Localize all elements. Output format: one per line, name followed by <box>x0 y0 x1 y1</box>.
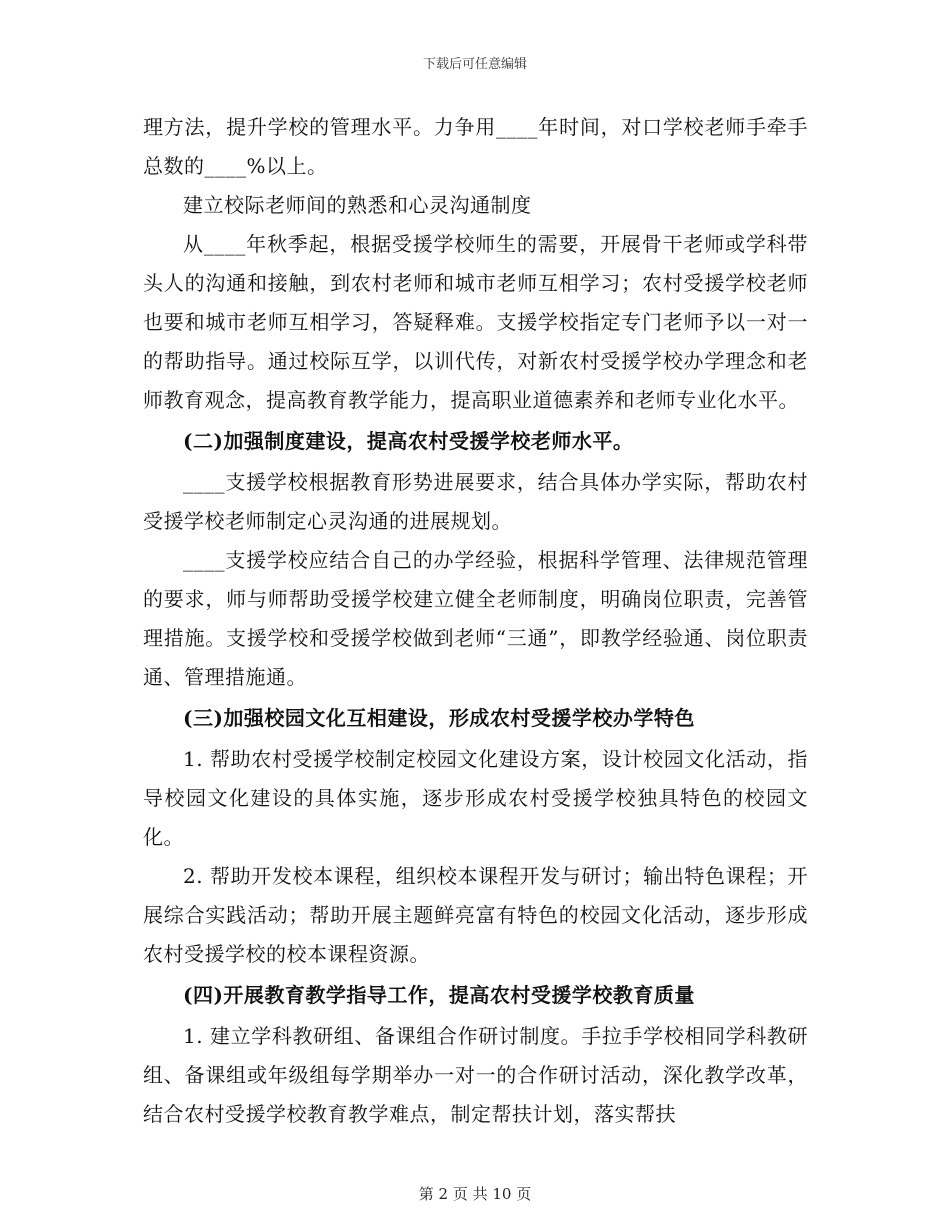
section-heading: (二)加强制度建设，提高农村受援学校老师水平。 <box>183 429 634 453</box>
page-footer: 第 2 页 共 10 页 <box>418 1185 532 1203</box>
section-heading: (四)开展教育教学指导工作，提高农村受援学校教育质量 <box>183 983 695 1007</box>
paragraph: 建立校际老师间的熟悉和心灵沟通制度 <box>183 193 532 217</box>
paragraph: ____支援学校根据教育形势进展要求，结合具体办学实际，帮助农村受援学校老师制定心灵沟通的进展规划。 <box>143 470 808 533</box>
page-header: 下载后可任意编辑 <box>422 57 527 72</box>
section-heading: (三)加强校园文化互相建设，形成农村受援学校办学特色 <box>183 706 695 730</box>
paragraph: 从____年秋季起，根据受援学校师生的需要，开展骨干老师或学科带头人的沟通和接触，到农村老师和城市老师互相学习；农村受援学校老师也要和城市老师互相学习，答疑释难。支援学校指定专门老师予以一对一的帮助指导。通过校际互学，以训代传，对新农村受援学校办学理念和老师教育观念，提高教育教学能力，提高职业道德素养和老师专业化水平。 <box>143 232 808 412</box>
paragraph: 理方法，提升学校的管理水平。力争用____年时间，对口学校老师手牵手总数的____%以上。 <box>143 115 808 178</box>
paragraph: 1. 建立学科教研组、备课组合作研讨制度。手拉手学校相同学科教研组、备课组或年级组每学期举办一对一的合作研讨活动，深化教学改革，结合农村受援学校教育教学难点，制定帮扶计划，落实帮扶 <box>143 1024 808 1126</box>
paragraph: ____支援学校应结合自己的办学经验，根据科学管理、法律规范管理的要求，师与师帮助受援学校建立健全老师制度，明确岗位职责，完善管理措施。支援学校和受援学校做到老师“三通”，即教学经验通、岗位职责通、管理措施通。 <box>143 548 808 689</box>
document-body <box>143 108 808 1134</box>
paragraph: 2. 帮助开发校本课程，组织校本课程开发与研讨；输出特色课程；开展综合实践活动；帮助开展主题鲜亮富有特色的校园文化活动，逐步形成农村受援学校的校本课程资源。 <box>143 864 808 966</box>
paragraph: 1. 帮助农村受援学校制定校园文化建设方案，设计校园文化活动，指导校园文化建设的具体实施，逐步形成农村受援学校独具特色的校园文化。 <box>143 747 808 849</box>
